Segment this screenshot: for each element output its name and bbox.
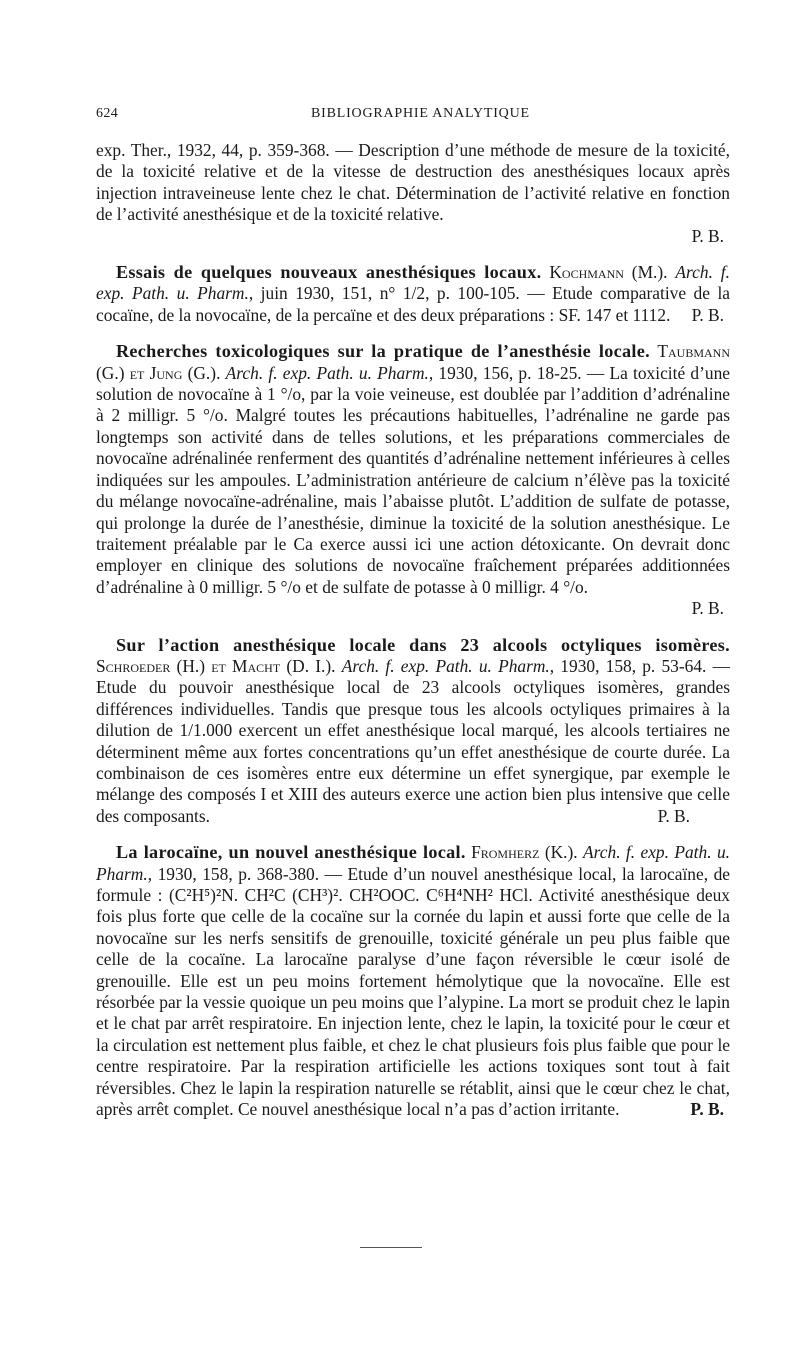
bibliography-entry	[96, 842, 730, 1120]
bibliography-entry	[96, 635, 730, 828]
entry-reference: , juin 1930, 151, n° 1/2, p. 100-105. — Etude comparative de la cocaïne, de la novocaïne, de la percaïne et des deux préparations : SF. 147 et 1112.	[96, 283, 730, 325]
entry-text: exp. Ther., 1932, 44, p. 359-368. — Description d’une méthode de mesure de la toxicité, de la toxicité relative et de la vitesse de destruction des anesthésiques locaux après injection intraveineuse lente chez le chat. Détermination de l’activité relative en fonction de l’activité anesthésique et de la toxicité relative.	[96, 140, 730, 225]
entry-source: Arch. f. exp. Path. u. Pharm.	[341, 655, 550, 676]
page-header	[96, 106, 726, 128]
entry-title: Essais de quelques nouveaux anesthésiques locaux.	[116, 262, 542, 283]
entry-signature: P. B.	[657, 805, 690, 826]
entry-title: Sur l’action anesthésique locale dans 23 alcools octyliques isomères.	[116, 634, 730, 655]
entry-signature: P. B.	[691, 304, 724, 325]
entry-authors: Schroeder (H.) et Macht (D. I.).	[96, 655, 336, 676]
end-rule	[360, 1247, 422, 1248]
bibliography-entry	[96, 341, 730, 598]
entry-title: Recherches toxicologiques sur la pratique de l’anesthésie locale.	[116, 341, 650, 362]
entry-source: Arch. f. exp. Path. u. Pharm.	[96, 842, 730, 884]
entry-authors: Taubmann (G.) et Jung (G.).	[96, 341, 730, 383]
page-body	[96, 140, 730, 1120]
bibliography-entry	[96, 262, 730, 326]
running-head: BIBLIOGRAPHIE ANALYTIQUE	[311, 106, 530, 121]
entry-authors: Kochmann (M.).	[549, 262, 668, 283]
entry-reference: , 1930, 156, p. 18-25. — La toxicité d’une solution de novocaïne à 1 °/o, par la voie veineuse, est doublée par l’addition d’adrénaline à 2 milligr. 5 °/o. Malgré toutes les précautions habituelles, l’adrénaline ne garde pas longtemps son activité dans de telles solutions, et les préparations commerciales de novocaïne adrénalinée renferment des quantités d’adrénaline nettement inférieures à celles indiquées sur les ampoules. L’administration antérieure de calcium n’élève pas la toxicité du mélange novocaïne-adrénaline, mais l’abaisse plutôt. L’addition de sulfate de potasse, qui prolonge la durée de l’anesthésie, diminue la toxicité de la solution anesthésique. Le traitement préalable par le Ca exerce aussi ici une action détoxicante. On devrait donc employer en clinique des solutions de novocaïne fraîchement préparées additionnées d’adrénaline à 0 milligr. 5 °/o et de sulfate de potasse à 0 milligr. 4 °/o.	[96, 362, 730, 597]
entry-continuation	[96, 140, 730, 226]
entry-title: La larocaïne, un nouvel anesthésique local.	[116, 842, 466, 863]
entry-reference: , 1930, 158, p. 368-380. — Etude d’un nouvel anesthésique local, la larocaïne, de formule : (C²H⁵)²N. CH²C (CH³)². CH²OOC. C⁶H⁴NH² HCl. Activité anesthésique deux fois plus forte que celle de la cocaïne sur la cornée du lapin et aussi forte que celle de la novocaïne sur les nerfs sensitifs de grenouille, toxicité générale un peu plus faible que celle de la cocaïne. La larocaïne paralyse d’une façon réversible le cœur isolé de grenouille. Elle est un peu moins fortement hémolytique que la novocaïne. Elle est résorbée par la vessie quoique un peu moins que l’alypine. La mort se produit chez le lapin et le chat par arrêt respiratoire. En injection lente, chez le lapin, la toxicité pour le cœur et la circulation est nettement plus faible, et chez le chat plusieurs fois plus faible que pour le centre respiratoire. Par la respiration artificielle les actions toxiques sont tout à fait réversibles. Chez le lapin la respiration naturelle se rétablit, ainsi que le cœur chez le chat, après arrêt complet. Ce nouvel anesthésique local n’a pas d’action irritante.	[96, 863, 730, 1120]
page-number: 624	[96, 106, 119, 121]
entry-source: Arch. f. exp. Path. u. Pharm.	[96, 262, 730, 304]
entry-authors: Fromherz (K.).	[471, 842, 578, 863]
entry-signature: P. B.	[691, 598, 724, 619]
entry-source: Arch. f. exp. Path. u. Pharm.	[225, 362, 429, 383]
entry-signature: P. B.	[691, 225, 724, 246]
entry-signature: P. B.	[690, 1099, 724, 1120]
entry-reference: , 1930, 158, p. 53-64. — Etude du pouvoir anesthésique local de 23 alcools octyliques isomères, grandes différences individuelles. Tandis que presque tous les alcools octyliques primaires à la dilution de 1/1.000 exercent un effet anesthésique local marqué, les alcools tertiaires ne déterminent même aux fortes concentrations qu’un effet anesthésique de courte durée. La combinaison de ces isomères entre eux détermine un effet synergique, par exemple le mélange des composés I et XIII des auteurs exerce une action bien plus intensive que celle des composants.	[96, 655, 730, 826]
